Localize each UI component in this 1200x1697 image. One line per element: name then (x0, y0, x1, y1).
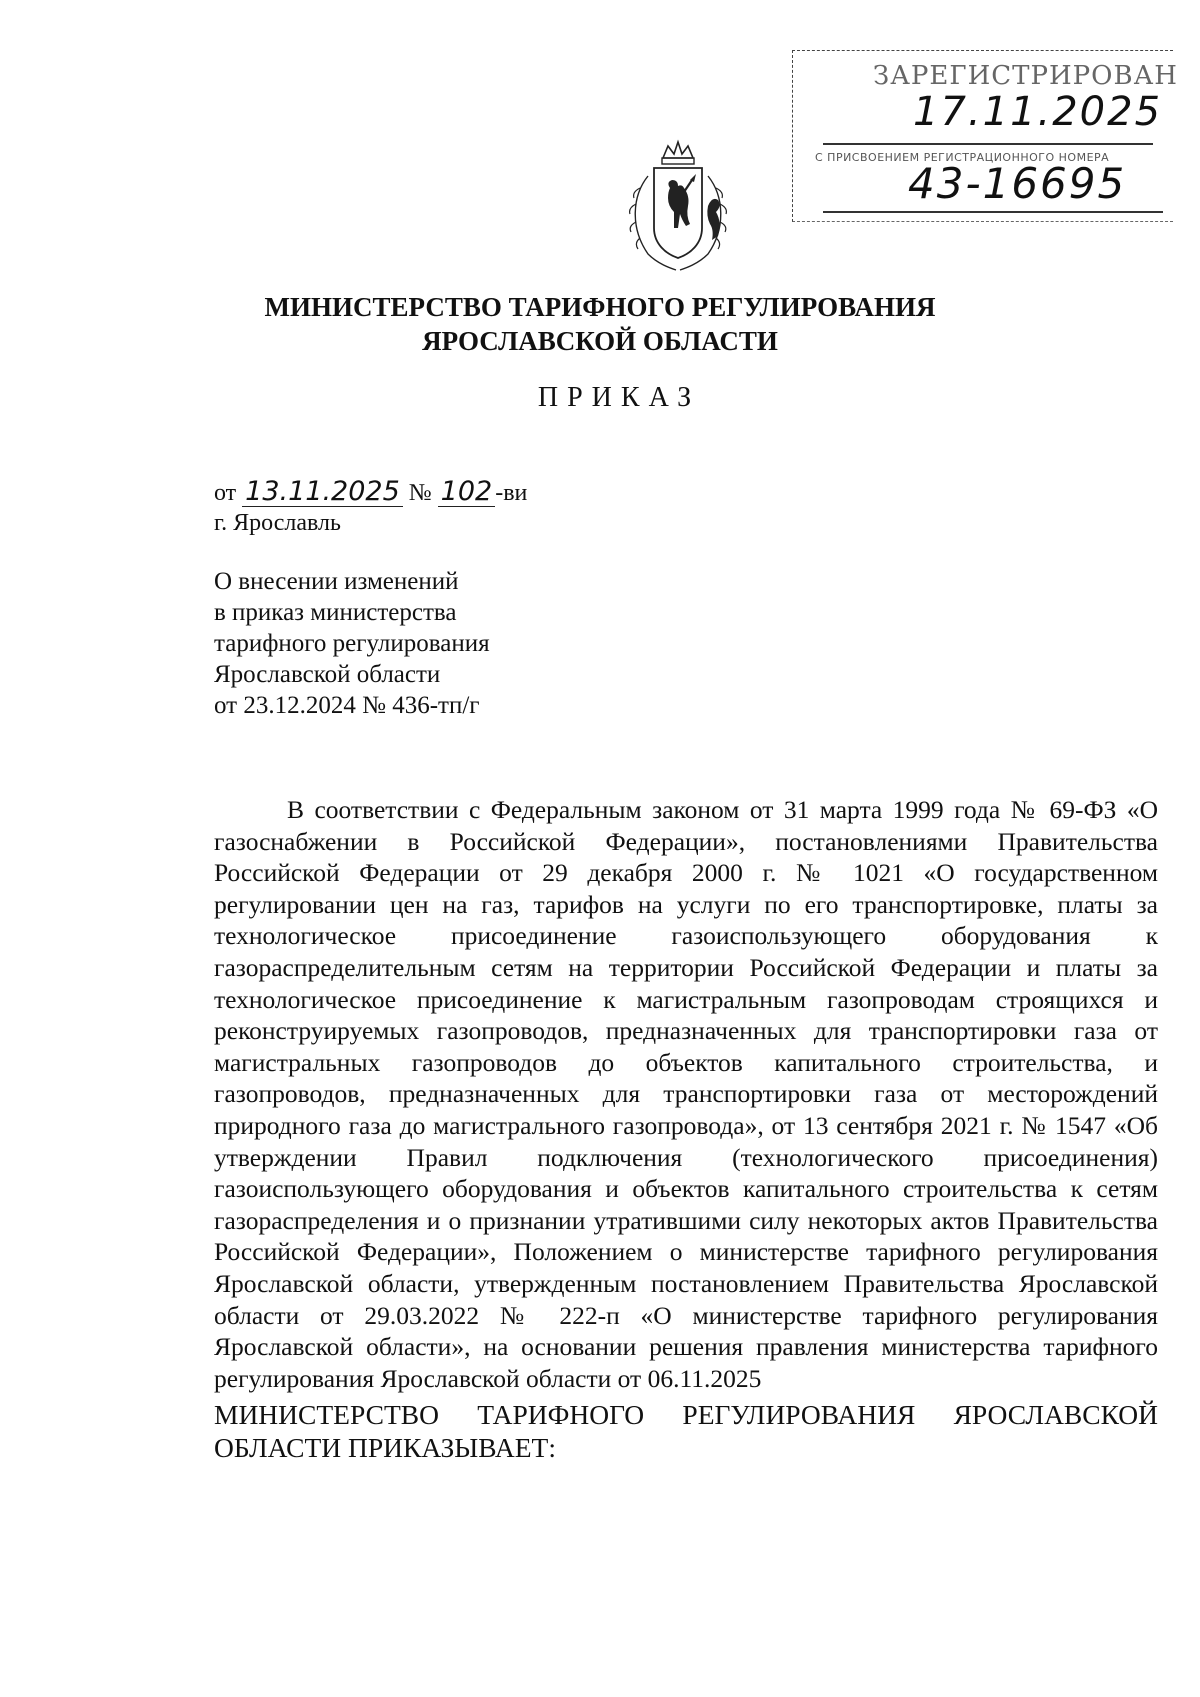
order-number-suffix: -ви (495, 480, 528, 506)
coat-of-arms-icon (618, 136, 738, 276)
subject-line: в приказ министерства (214, 599, 457, 626)
stamp-divider (823, 211, 1163, 213)
order-body (214, 794, 1158, 1464)
ministry-title (0, 290, 1200, 358)
stamp-registered-date: 17.11.2025 (913, 89, 1163, 135)
ministry-title-line2: ЯРОСЛАВСКОЙ ОБЛАСТИ (422, 326, 778, 356)
preamble-paragraph (214, 794, 1158, 1394)
stamp-registration-number: 43-16695 (908, 159, 1127, 208)
order-number-sign: № (408, 480, 432, 506)
order-date-number-line (214, 478, 527, 507)
preamble-text: В соответствии с Федеральным законом от 31 марта 1999 года № 69-ФЗ «О газоснабжении в Российской Федерации», постановлениями Правительства Российской Федерации от 29 декабря 2000 г. № 1021 «О государственном регулировании цен на газ, тарифов на услуги по его транспортировке, платы за технологическое присоединение газоиспользующего оборудования к газораспределительным сетям на территории Российской Федерации и платы за технологическое присоединение к магистральным газопроводам строящихся и реконструируемых газопроводов, предназначенных для транспортировки газа от магистральных газопроводов до объектов капитального строительства, и газопроводов, предназначенных для транспортировки газа от месторождений природного газа до магистрального газопровода», от 13 сентября 2021 г. № 1547 «Об утверждении Правил подключения (технологического присоединения) газоиспользующего оборудования и объектов капитального строительства к сетям газораспределения и о признании утратившими силу некоторых актов Правительства Российской Федерации», Положением о министерстве тарифного регулирования Ярославской области, утвержденным постановлением Правительства Ярославской области от 29.03.2022 № 222-п «О министерстве тарифного регулирования Ярославской области», на основании решения правления министерства тарифного регулирования Ярославской области от 06.11.2025 (214, 795, 1158, 1393)
order-city: г. Ярославль (214, 510, 341, 536)
subject-line: О внесении изменений (214, 568, 459, 595)
order-conclusion: МИНИСТЕРСТВО ТАРИФНОГО РЕГУЛИРОВАНИЯ ЯРОСЛАВСКОЙ ОБЛАСТИ ПРИКАЗЫВАЕТ: (214, 1399, 1158, 1464)
ministry-title-line1: МИНИСТЕРСТВО ТАРИФНОГО РЕГУЛИРОВАНИЯ (264, 292, 936, 322)
document-type: ПРИКАЗ (537, 382, 701, 413)
order-prefix: от (214, 480, 237, 506)
order-date: 13.11.2025 (242, 478, 403, 507)
subject-line: Ярославской области (214, 661, 441, 688)
stamp-registered-label: ЗАРЕГИСТРИРОВАН (873, 61, 1178, 91)
stamp-registry-label: С ПРИСВОЕНИЕМ РЕГИСТРАЦИОННОГО НОМЕРА (815, 151, 1110, 164)
subject-line: тарифного регулирования (214, 630, 490, 657)
stamp-divider (823, 143, 1153, 145)
order-number: 102 (438, 478, 496, 507)
order-subject (214, 566, 490, 721)
subject-line: от 23.12.2024 № 436-тп/г (214, 692, 480, 719)
registration-stamp (792, 50, 1178, 222)
